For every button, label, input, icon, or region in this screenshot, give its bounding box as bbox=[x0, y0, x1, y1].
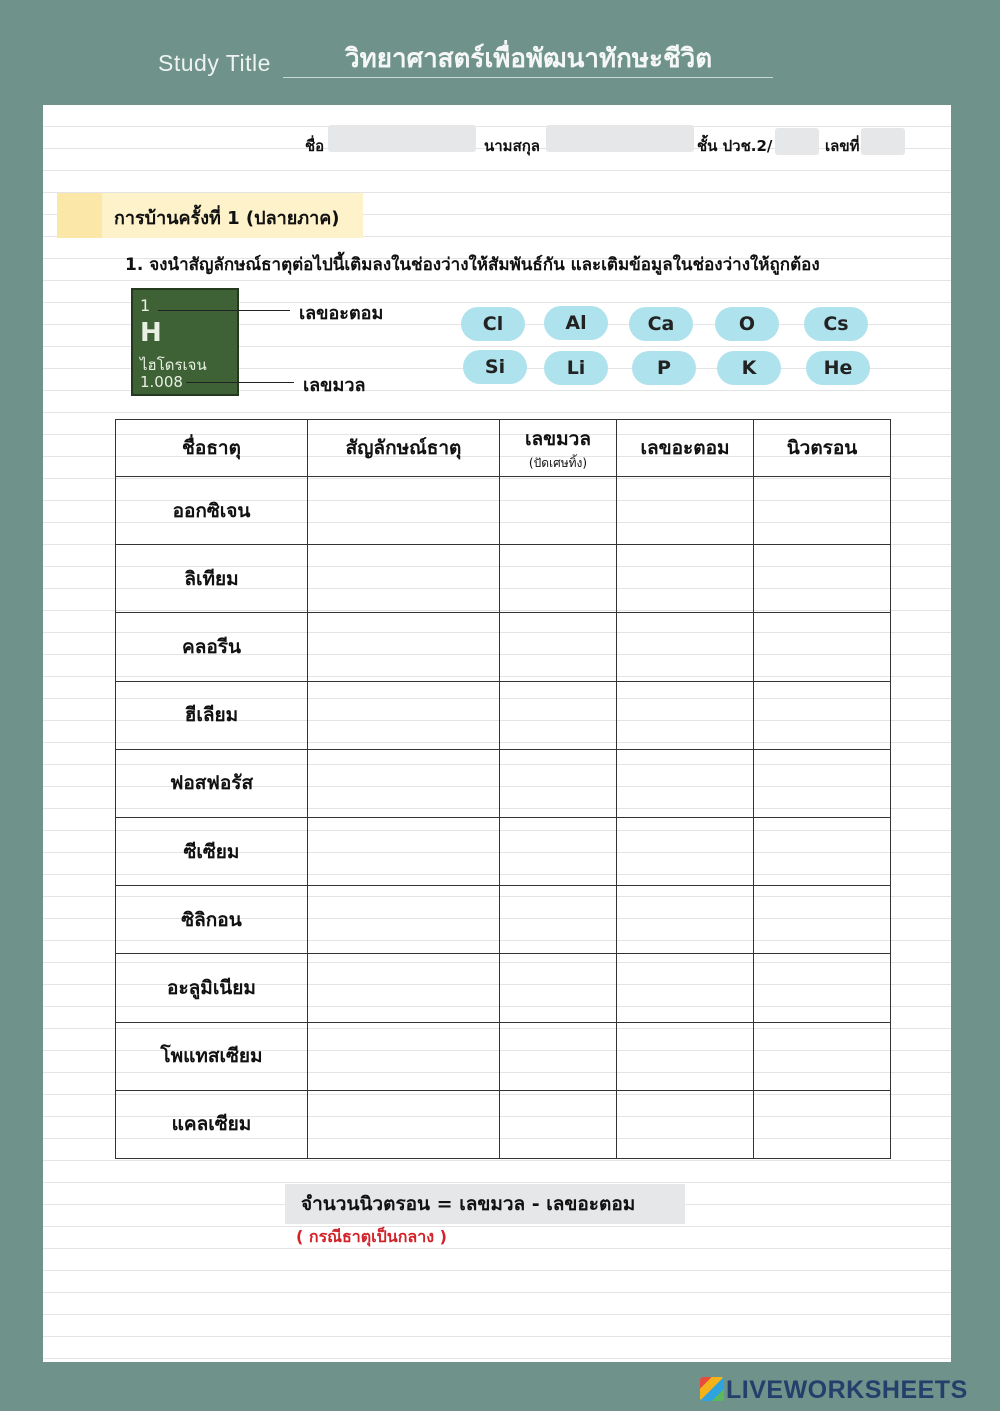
mass-number-cell[interactable] bbox=[500, 545, 617, 613]
neutron-cell[interactable] bbox=[754, 886, 891, 954]
mass-number-cell[interactable] bbox=[500, 477, 617, 545]
element-name-cell: แคลเซียม bbox=[116, 1090, 308, 1158]
atomic-number-cell[interactable] bbox=[617, 886, 754, 954]
mass-number-cell[interactable] bbox=[500, 886, 617, 954]
element-name-cell: ซิลิกอน bbox=[116, 886, 308, 954]
header-mass-number bbox=[500, 420, 617, 477]
header-neutrons: นิวตรอน bbox=[754, 420, 891, 477]
symbol-cell[interactable] bbox=[308, 817, 500, 885]
neutron-formula: จำนวนนิวตรอน = เลขมวล - เลขอะตอม bbox=[285, 1184, 685, 1224]
instruction: 1. จงนำสัญลักษณ์ธาตุต่อไปนี้เติมลงในช่องว่างให้สัมพันธ์กัน และเติมข้อมูลในช่องว่างให้ถูกต้อง bbox=[125, 255, 820, 275]
symbol-cell[interactable] bbox=[308, 886, 500, 954]
symbol-chip-k[interactable]: K bbox=[717, 351, 781, 385]
atomic-number-cell[interactable] bbox=[617, 545, 754, 613]
symbol-chip-al[interactable]: Al bbox=[544, 306, 608, 340]
atomic-number-cell[interactable] bbox=[617, 1090, 754, 1158]
number-field[interactable] bbox=[861, 128, 905, 155]
example-element-tile bbox=[131, 288, 239, 396]
element-number: 1 bbox=[140, 296, 151, 315]
table-header-row bbox=[116, 420, 891, 477]
table-row bbox=[116, 613, 891, 681]
class-field[interactable] bbox=[775, 128, 819, 155]
name-label: ชื่อ bbox=[305, 137, 325, 155]
table-row bbox=[116, 954, 891, 1022]
symbol-chip-ca[interactable]: Ca bbox=[629, 307, 693, 341]
mass-number-cell[interactable] bbox=[500, 613, 617, 681]
symbol-cell[interactable] bbox=[308, 749, 500, 817]
table-row bbox=[116, 681, 891, 749]
mass-number-label: เลขมวล bbox=[303, 375, 366, 396]
neutron-cell[interactable] bbox=[754, 749, 891, 817]
homework-tag-text: การบ้านครั้งที่ 1 (ปลายภาค) bbox=[114, 208, 340, 229]
neutron-cell[interactable] bbox=[754, 1022, 891, 1090]
element-name-cell: ฟอสฟอรัส bbox=[116, 749, 308, 817]
atomic-number-cell[interactable] bbox=[617, 954, 754, 1022]
homework-tag bbox=[57, 193, 363, 238]
atomic-number-cell[interactable] bbox=[617, 817, 754, 885]
element-name-cell: ซีเซียม bbox=[116, 817, 308, 885]
header-symbol: สัญลักษณ์ธาตุ bbox=[308, 420, 500, 477]
atomic-number-cell[interactable] bbox=[617, 749, 754, 817]
neutron-cell[interactable] bbox=[754, 681, 891, 749]
symbol-cell[interactable] bbox=[308, 545, 500, 613]
atomic-number-cell[interactable] bbox=[617, 1022, 754, 1090]
atomic-number-cell[interactable] bbox=[617, 613, 754, 681]
table-row bbox=[116, 545, 891, 613]
symbol-cell[interactable] bbox=[308, 477, 500, 545]
table-row bbox=[116, 886, 891, 954]
element-name-cell: ลิเทียม bbox=[116, 545, 308, 613]
table-row bbox=[116, 1022, 891, 1090]
symbol-chip-cs[interactable]: Cs bbox=[804, 307, 868, 341]
element-name-cell: คลอรีน bbox=[116, 613, 308, 681]
symbol-chip-si[interactable]: Si bbox=[463, 350, 527, 384]
element-mass: 1.008 bbox=[140, 373, 183, 391]
neutron-cell[interactable] bbox=[754, 545, 891, 613]
element-table bbox=[115, 419, 891, 1159]
element-name: ไฮโดรเจน bbox=[140, 356, 207, 374]
atomic-number-cell[interactable] bbox=[617, 681, 754, 749]
mass-number-cell[interactable] bbox=[500, 1022, 617, 1090]
neutron-cell[interactable] bbox=[754, 1090, 891, 1158]
symbol-cell[interactable] bbox=[308, 954, 500, 1022]
surname-field[interactable] bbox=[546, 125, 694, 152]
neutron-cell[interactable] bbox=[754, 613, 891, 681]
mass-number-pointer bbox=[186, 382, 294, 383]
atomic-number-cell[interactable] bbox=[617, 477, 754, 545]
symbol-chip-cl[interactable]: Cl bbox=[461, 307, 525, 341]
class-label: ชั้น ปวช.2/ bbox=[697, 137, 773, 155]
tag-strip bbox=[57, 193, 102, 238]
table-row bbox=[116, 477, 891, 545]
element-name-cell: โพแทสเซียม bbox=[116, 1022, 308, 1090]
liveworksheets-logo-icon bbox=[700, 1377, 724, 1401]
title-underline bbox=[283, 77, 773, 78]
mass-number-cell[interactable] bbox=[500, 1090, 617, 1158]
atomic-number-label: เลขอะตอม bbox=[299, 303, 384, 324]
symbol-cell[interactable] bbox=[308, 1022, 500, 1090]
surname-label: นามสกุล bbox=[484, 137, 540, 155]
mass-number-cell[interactable] bbox=[500, 817, 617, 885]
mass-round-note: (ปัดเศษทิ้ง) bbox=[528, 455, 588, 470]
number-label: เลขที่ bbox=[825, 137, 860, 155]
symbol-chip-o[interactable]: O bbox=[715, 307, 779, 341]
header-mass-number-text: เลขมวล bbox=[525, 427, 591, 450]
neutron-cell[interactable] bbox=[754, 954, 891, 1022]
mass-number-cell[interactable] bbox=[500, 681, 617, 749]
brand-text: LIVEWORKSHEETS bbox=[726, 1376, 968, 1404]
symbol-cell[interactable] bbox=[308, 681, 500, 749]
atomic-number-pointer bbox=[158, 310, 290, 311]
element-name-cell: อะลูมิเนียม bbox=[116, 954, 308, 1022]
element-symbol: H bbox=[140, 318, 162, 348]
table-row bbox=[116, 817, 891, 885]
mass-number-cell[interactable] bbox=[500, 954, 617, 1022]
header-element-name: ชื่อธาตุ bbox=[116, 420, 308, 477]
table-row bbox=[116, 1090, 891, 1158]
symbol-chip-li[interactable]: Li bbox=[544, 351, 608, 385]
header-atomic-number: เลขอะตอม bbox=[617, 420, 754, 477]
element-name-cell: ออกซิเจน bbox=[116, 477, 308, 545]
study-title: วิทยาศาสตร์เพื่อพัฒนาทักษะชีวิต bbox=[345, 44, 713, 74]
study-title-label: Study Title bbox=[158, 50, 271, 76]
mass-number-cell[interactable] bbox=[500, 749, 617, 817]
liveworksheets-brand bbox=[700, 1376, 968, 1405]
symbol-cell[interactable] bbox=[308, 1090, 500, 1158]
symbol-chip-p[interactable]: P bbox=[632, 351, 696, 385]
element-name-cell: ฮีเลียม bbox=[116, 681, 308, 749]
neutron-cell[interactable] bbox=[754, 817, 891, 885]
neutron-cell[interactable] bbox=[754, 477, 891, 545]
symbol-cell[interactable] bbox=[308, 613, 500, 681]
formula-note: ( กรณีธาตุเป็นกลาง ) bbox=[296, 1227, 447, 1246]
table-row bbox=[116, 749, 891, 817]
name-field[interactable] bbox=[328, 125, 476, 152]
symbol-chip-he[interactable]: He bbox=[806, 351, 870, 385]
